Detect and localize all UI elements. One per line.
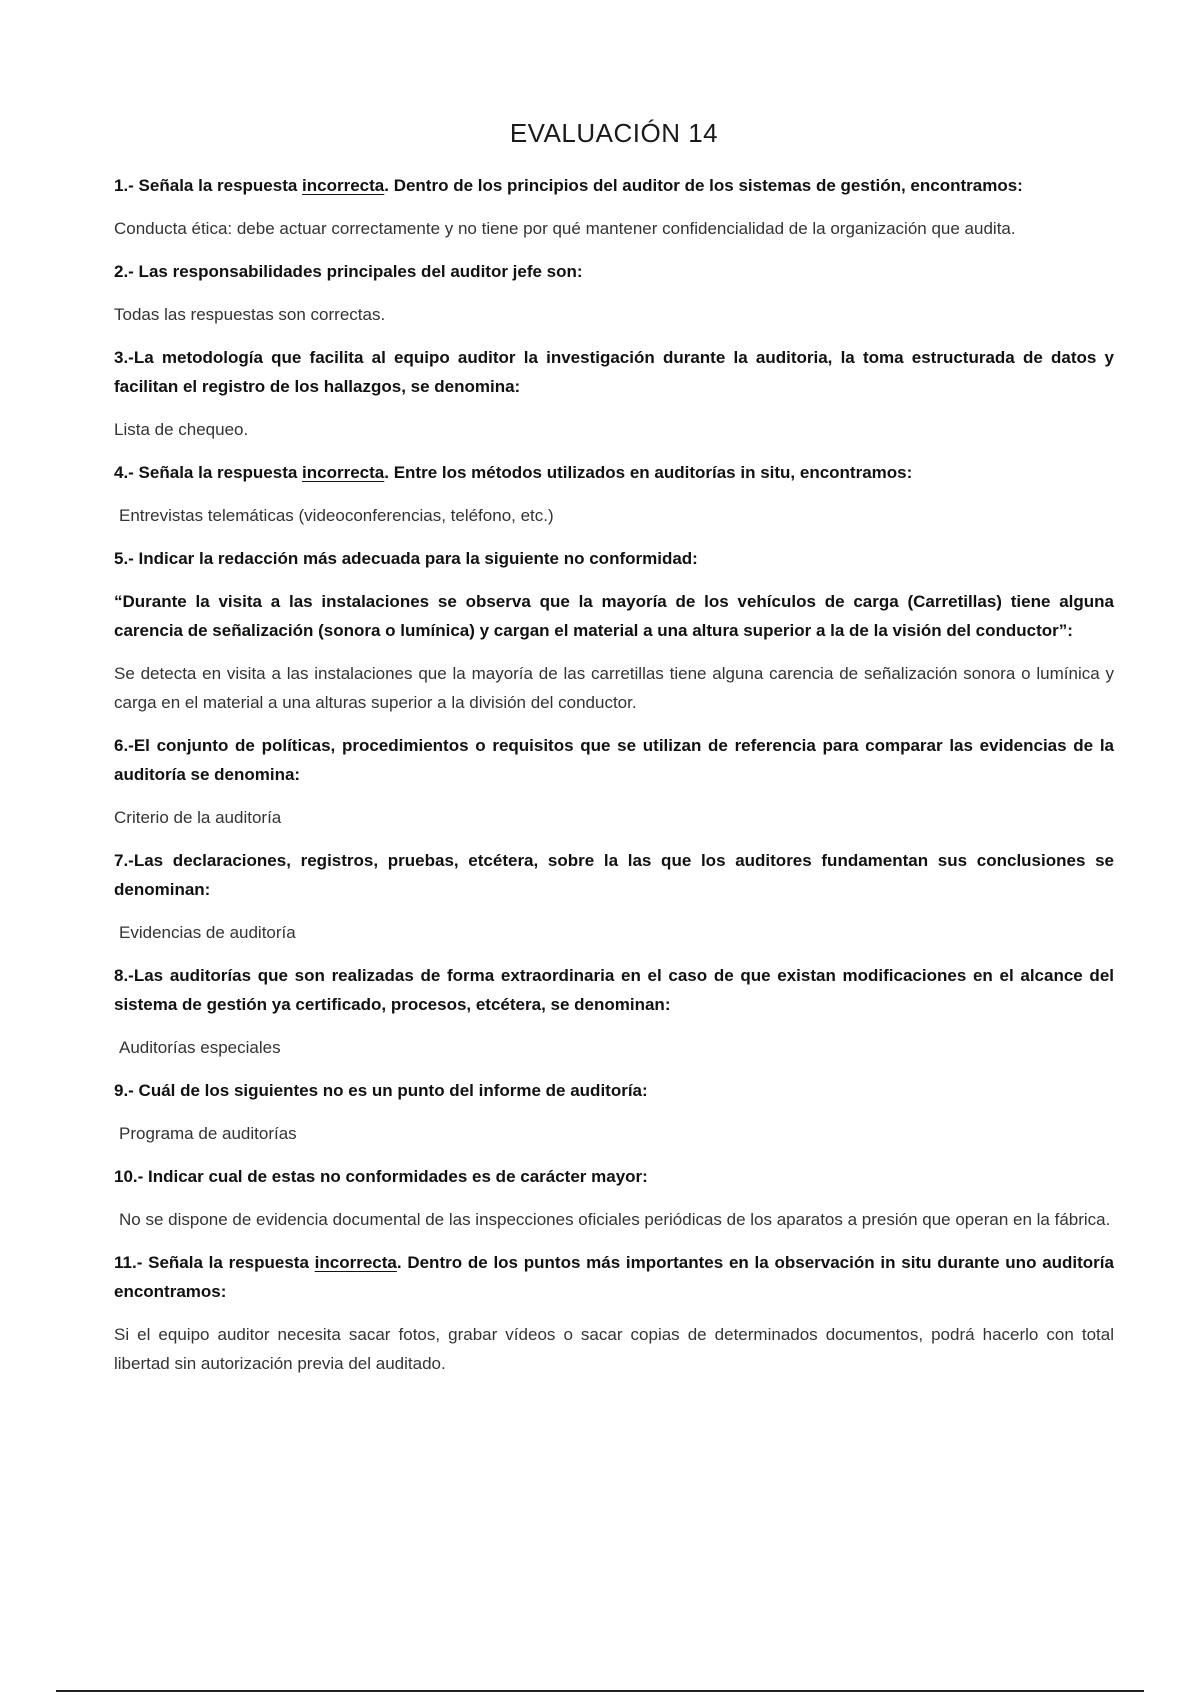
question-block-9 <box>114 1076 1114 1148</box>
question-11-prefix: 11.- Señala la respuesta <box>114 1253 315 1272</box>
question-1-prefix: 1.- Señala la respuesta <box>114 176 303 195</box>
question-11-suffix: . Dentro de los puntos más importantes en la observación in situ durante uno auditoría encontramos: <box>114 1253 1114 1301</box>
question-1 <box>114 171 1114 200</box>
question-block-1 <box>114 171 1114 243</box>
answer-1: Conducta ética: debe actuar correctamente y no tiene por qué mantener confidencialidad de la organización que audita. <box>114 219 1016 238</box>
question-4-underlined: incorrecta <box>302 463 385 482</box>
answer-10: No se dispone de evidencia documental de las inspecciones oficiales periódicas de los aparatos a presión que operan en la fábrica. <box>119 1210 1111 1229</box>
question-block-6 <box>114 731 1114 832</box>
answer-9: Programa de auditorías <box>119 1124 297 1143</box>
answer-3: Lista de chequeo. <box>114 420 249 439</box>
answer-7: Evidencias de auditoría <box>119 923 296 942</box>
question-4-prefix: 4.- Señala la respuesta <box>114 463 303 482</box>
answer-8: Auditorías especiales <box>119 1038 281 1057</box>
question-5: 5.- Indicar la redacción más adecuada para la siguiente no conformidad: <box>114 549 698 568</box>
answer-2: Todas las respuestas son correctas. <box>114 305 386 324</box>
page-bottom-divider <box>56 1690 1144 1692</box>
answer-11: Si el equipo auditor necesita sacar fotos, grabar vídeos o sacar copias de determinados documentos, podrá hacerlo con total libertad sin autorización previa del auditado. <box>114 1325 1114 1373</box>
question-3: 3.-La metodología que facilita al equipo auditor la investigación durante la auditoria, la toma estructurada de datos y facilitan el registro de los hallazgos, se denomina: <box>114 348 1114 396</box>
question-block-3 <box>114 343 1114 444</box>
question-1-suffix: . Dentro de los principios del auditor de los sistemas de gestión, encontramos: <box>384 176 1023 195</box>
answer-5: Se detecta en visita a las instalaciones que la mayoría de las carretillas tiene alguna carencia de señalización sonora o lumínica y carga en el material a una alturas superior a la división del conductor. <box>114 664 1114 712</box>
question-block-5 <box>114 544 1114 717</box>
question-9: 9.- Cuál de los siguientes no es un punto del informe de auditoría: <box>114 1081 648 1100</box>
question-block-4 <box>114 458 1114 530</box>
question-4 <box>114 458 1114 487</box>
question-5-quote: “Durante la visita a las instalaciones se observa que la mayoría de los vehículos de carga (Carretillas) tiene alguna carencia de señalización (sonora o lumínica) y cargan el material a una altura superior a la de la visión del conductor”: <box>114 592 1114 640</box>
question-7: 7.-Las declaraciones, registros, pruebas, etcétera, sobre la las que los auditores fundamentan sus conclusiones se denominan: <box>114 851 1114 899</box>
question-8: 8.-Las auditorías que son realizadas de forma extraordinaria en el caso de que existan modificaciones en el alcance del sistema de gestión ya certificado, procesos, etcétera, se denominan: <box>114 966 1114 1014</box>
question-4-suffix: . Entre los métodos utilizados en auditorías in situ, encontramos: <box>384 463 913 482</box>
question-block-2 <box>114 257 1114 329</box>
question-1-underlined: incorrecta <box>302 176 385 195</box>
question-6: 6.-El conjunto de políticas, procedimientos o requisitos que se utilizan de referencia para comparar las evidencias de la auditoría se denomina: <box>114 736 1114 784</box>
question-block-7 <box>114 846 1114 947</box>
answer-4: Entrevistas telemáticas (videoconferencias, teléfono, etc.) <box>119 506 554 525</box>
question-block-11 <box>114 1248 1114 1378</box>
question-11 <box>114 1248 1114 1306</box>
answer-6: Criterio de la auditoría <box>114 808 282 827</box>
question-11-underlined: incorrecta <box>314 1253 397 1272</box>
question-10: 10.- Indicar cual de estas no conformidades es de carácter mayor: <box>114 1167 648 1186</box>
question-block-10 <box>114 1162 1114 1234</box>
page-title: EVALUACIÓN 14 <box>509 118 719 148</box>
question-2: 2.- Las responsabilidades principales del auditor jefe son: <box>114 262 583 281</box>
question-block-8 <box>114 961 1114 1062</box>
